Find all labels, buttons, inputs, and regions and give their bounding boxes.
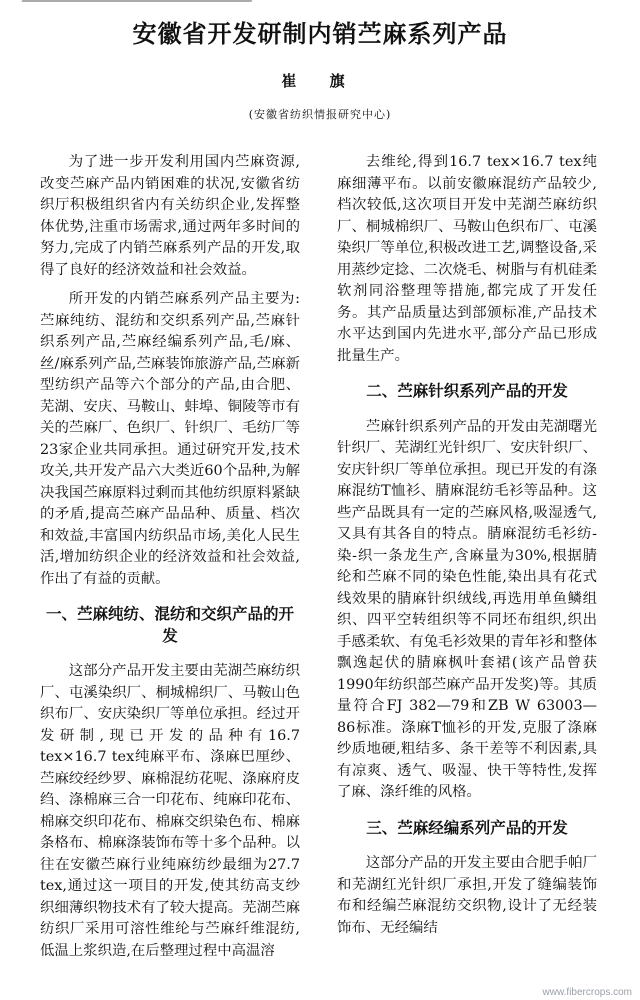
site-watermark: www.fibercrops.com	[542, 987, 632, 998]
section-heading-3: 三、苎麻经编系列产品的开发	[366, 818, 568, 837]
right-column	[337, 152, 597, 947]
paragraph: 去维纶,得到16.7 tex×16.7 tex纯麻细薄平布。以前安徽麻混纺产品较少,档次较低,这次项目开发中芜湖苎麻纺织厂、桐城棉织厂、马鞍山色织布厂、屯溪染织厂等单位,积极改进工艺,调整设备,采用蒸纱定捻、二次烧毛、树脂与有机硅柔软剂同浴整理等措施,都完成了开发任务。其产品质量达到部颁标准,产品技术水平达到国内先进水平,部分产品已形成批量生产。	[337, 154, 597, 364]
article-title: 安徽省开发研制内销苎麻系列产品	[132, 20, 508, 48]
paragraph: 所开发的内销苎麻系列产品主要为:苎麻纯纺、混纺和交织系列产品,苎麻针织系列产品,苎麻经编系列产品,毛/麻、丝/麻系列产品,苎麻装饰旅游产品,苎麻新型纺织产品等六个部分的产品,由合肥、芜湖、安庆、马鞍山、蚌埠、铜陵等市有关的苎麻厂、色织厂、针织厂、毛纺厂等23家企业共同承担。通过研究开发,技术攻关,共开发产品六大类近60个品种,为解决我国苎麻原料过剩而其他纺织原料紧缺的矛盾,提高苎麻产品品种、质量、档次和效益,丰富国内纺织品市场,美化人民生活,增加纺织企业的经济效益和社会效益,作出了有益的贡献。	[40, 291, 300, 587]
author-affiliation: (安徽省纺织情报研究中心)	[248, 108, 392, 121]
section-heading-1: 一、苎麻纯纺、混纺和交织产品的开发	[45, 605, 294, 645]
scan-artifact	[18, 0, 253, 10]
paragraph: 这部分产品的开发主要由合肥手帕厂和芜湖红光针织厂承担,开发了缝编装饰布和经编苎麻混纺交织物,设计了无经装饰布、无经编结	[337, 855, 597, 936]
section-heading-2: 二、苎麻针织系列产品的开发	[366, 382, 568, 400]
paragraph: 苎麻针织系列产品的开发由芜湖曙光针织厂、芜湖红光针织厂、安庆针织厂、安庆针织厂等单位承担。现已开发的有涤麻混纺T恤衫、腈麻混纺毛衫等品种。这些产品既具有一定的苎麻风格,吸湿透气,又具有其各自的特点。腈麻混纺毛衫纺-染-织一条龙生产,含麻量为30%,根据腈纶和苎麻不同的染色性能,染出具有花式线效果的腈麻针织绒线,再选用单鱼鳞组织、四平空转组织等不同坯布组织,织出手感柔软、有兔毛衫效果的青年衫和整体飘逸起伏的腈麻枫叶套裙(该产品曾获1990年纺织部苎麻产品开发奖)等。其质量符合FJ 382—79和ZB W 63003—86标准。涤麻T恤衫的开发,克服了涤麻纱质地硬,粗结多、条干差等不利因素,具有凉爽、透气、吸湿、快干等特性,发挥了麻、涤纤维的风格。	[337, 418, 597, 800]
paragraph: 这部分产品开发主要由芜湖苎麻纺织厂、屯溪染织厂、桐城棉织厂、马鞍山色织布厂、安庆染织厂等单位承担。经过开发研制,现已开发的品种有16.7 tex×16.7 tex纯麻平布、涤麻巴厘纱、苎麻绞经纱罗、麻棉混纺花呢、涤麻府皮绉、涤棉麻三合一印花布、纯麻印花布、棉麻交织印花布、棉麻交织染色布、棉麻条格布、棉麻涤装饰布等十多个品种。以往在安徽苎麻行业纯麻纺纱最细为27.7 tex,通过这一项目的开发,使其纺高支纱织细薄织物技术有了较大提高。芜湖苎麻纺织厂采用可溶性维纶与苎麻纤维混纺,低温上浆织造,在后整理过程中高温溶	[40, 663, 300, 959]
left-column	[40, 152, 300, 970]
paragraph: 为了进一步开发利用国内苎麻资源,改变苎麻产品内销困难的状况,安徽省纺织厅积极组织省内有关纺织企业,发挥整体优势,注重市场需求,通过两年多时间的努力,完成了内销苎麻系列产品的开发,取得了良好的经济效益和社会效益。	[40, 154, 300, 278]
author-name: 崔 旗	[281, 72, 359, 90]
